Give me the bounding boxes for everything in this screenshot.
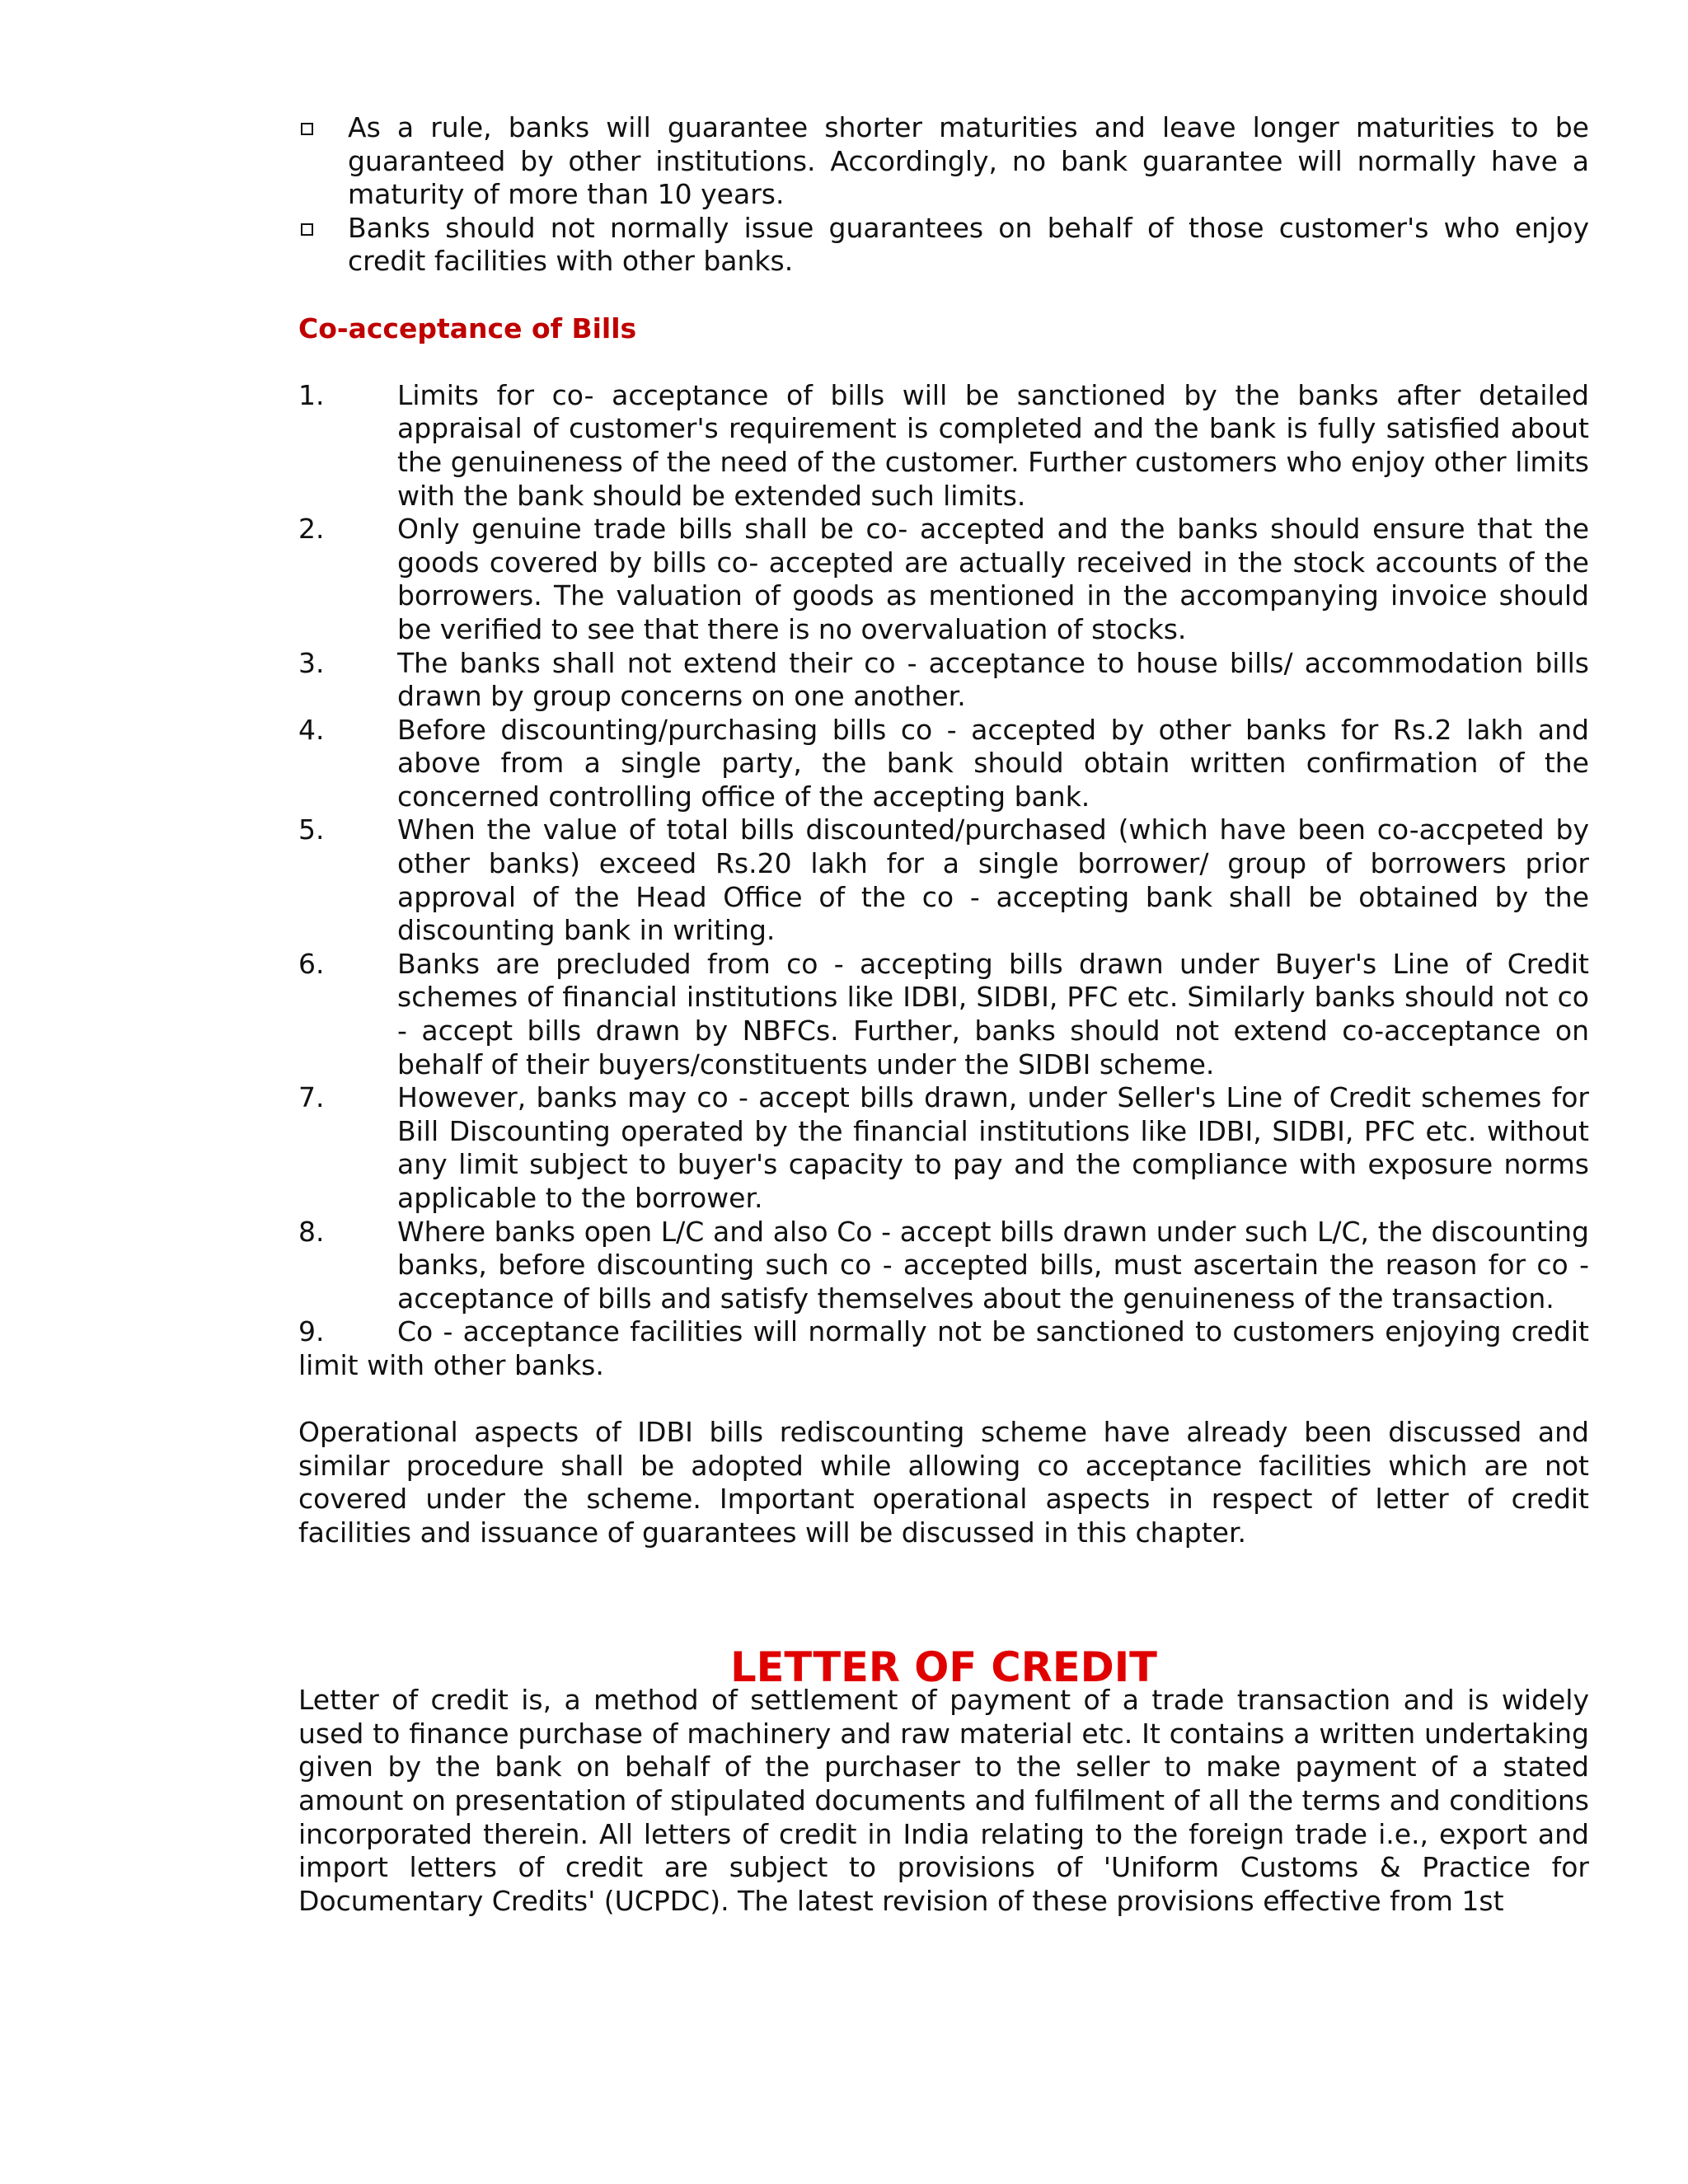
numbered-item [298, 379, 1589, 513]
item-text: Where banks open L/C and also Co - accept bills drawn under such L/C, the discounting banks, before discounting such co - accepted bills, must ascertain the reason for co - acceptance of bills and satisfy themselves about the genuineness of the transaction. [397, 1215, 1589, 1315]
letter-of-credit-title: LETTER OF CREDIT [730, 1643, 1157, 1691]
item-text: The banks shall not extend their co - acceptance to house bills/ accommodation bills drawn by group concerns on one another. [397, 646, 1589, 713]
item-text: Only genuine trade bills shall be co- accepted and the banks should ensure that the goods covered by bills co- accepted are actually received in the stock accounts of the borrowers. The valuation of goods as mentioned in the accompanying invoice should be verified to see that there is no overvaluation of stocks. [397, 513, 1589, 645]
numbered-item-9 [298, 1315, 1589, 1382]
numbered-item [298, 1081, 1589, 1215]
page-content [298, 111, 1589, 1918]
operational-aspects-paragraph: Operational aspects of IDBI bills rediscounting scheme have already been discussed and similar procedure shall be adopted while allowing co acceptance facilities which are not covered under the scheme. Important operational aspects in respect of letter of credit facilities and issuance of guarantees will be discussed in this chapter. [298, 1416, 1589, 1549]
checkbox-bullet-icon [301, 223, 313, 236]
numbered-item [298, 647, 1589, 714]
item-text: Limits for co- acceptance of bills will be sanctioned by the banks after detailed appraisal of customer's requirement is completed and the bank is fully satisfied about the genuineness of the need of the customer. Further customers who enjoy other limits with the bank should be extended such limits. [397, 378, 1589, 512]
item-number: 5. [298, 813, 325, 846]
numbered-item [298, 714, 1589, 814]
item-text: Before discounting/purchasing bills co - accepted by other banks for Rs.2 lakh and above from a single party, the bank should obtain written confirmation of the concerned controlling office of the accepting bank. [397, 713, 1589, 813]
item-text: However, banks may co - accept bills drawn, under Seller's Line of Credit schemes for Bill Discounting operated by the financial institutions like IDBI, SIDBI, PFC etc. without any limit subject to buyer's capacity to pay and the compliance with exposure norms applicable to the borrower. [397, 1081, 1589, 1214]
item-number: 1. [298, 378, 325, 411]
numbered-item [298, 513, 1589, 646]
numbered-item [298, 1216, 1589, 1316]
item-text: Co - acceptance facilities will normally not be sanctioned to customers enjoying credit limit with other banks. [298, 1315, 1589, 1381]
item-number: 3. [298, 646, 325, 679]
letter-of-credit-paragraph: Letter of credit is, a method of settlement of payment of a trade transaction and is widely used to finance purchase of machinery and raw material etc. It contains a written undertaking given by the bank on behalf of the purchaser to the seller to make payment of a stated amount on presentation of stipulated documents and fulfilment of all the terms and conditions incorporated therein. All letters of credit in India relating to the foreign trade i.e., export and import letters of credit are subject to provisions of 'Uniform Customs & Practice for Documentary Credits' (UCPDC). The latest revision of these provisions effective from 1st [298, 1684, 1589, 1917]
item-number: 2. [298, 513, 325, 546]
item-text: When the value of total bills discounted/purchased (which have been co-accpeted by other banks) exceed Rs.20 lakh for a single borrower/ group of borrowers prior approval of the Head Office of the co - accepting bank shall be obtained by the discounting bank in writing. [397, 813, 1589, 947]
item-number: 6. [298, 947, 325, 980]
item-number: 9. [298, 1315, 325, 1348]
numbered-item [298, 948, 1589, 1081]
section-heading-coacceptance: Co-acceptance of Bills [298, 312, 637, 344]
bullet-text: Banks should not normally issue guarantees on behalf of those customer's who enjoy credit facilities with other banks. [348, 211, 1589, 278]
item-number: 7. [298, 1081, 325, 1114]
item-number: 4. [298, 713, 325, 746]
item-text: Banks are precluded from co - accepting bills drawn under Buyer's Line of Credit schemes of financial institutions like IDBI, SIDBI, PFC etc. Similarly banks should not co - accept bills drawn by NBFCs. Further, banks should not extend co-acceptance on behalf of their buyers/constituents under the SIDBI scheme. [397, 947, 1589, 1080]
item-number: 8. [298, 1215, 325, 1248]
bullet-text: As a rule, banks will guarantee shorter maturities and leave longer maturities to be guaranteed by other institutions. Accordingly, no bank guarantee will normally have a maturity of more than 10 years. [348, 111, 1589, 211]
bullet-item [298, 111, 1589, 212]
numbered-item [298, 813, 1589, 947]
checkbox-bullet-icon [301, 123, 313, 135]
bullet-item [298, 212, 1589, 279]
